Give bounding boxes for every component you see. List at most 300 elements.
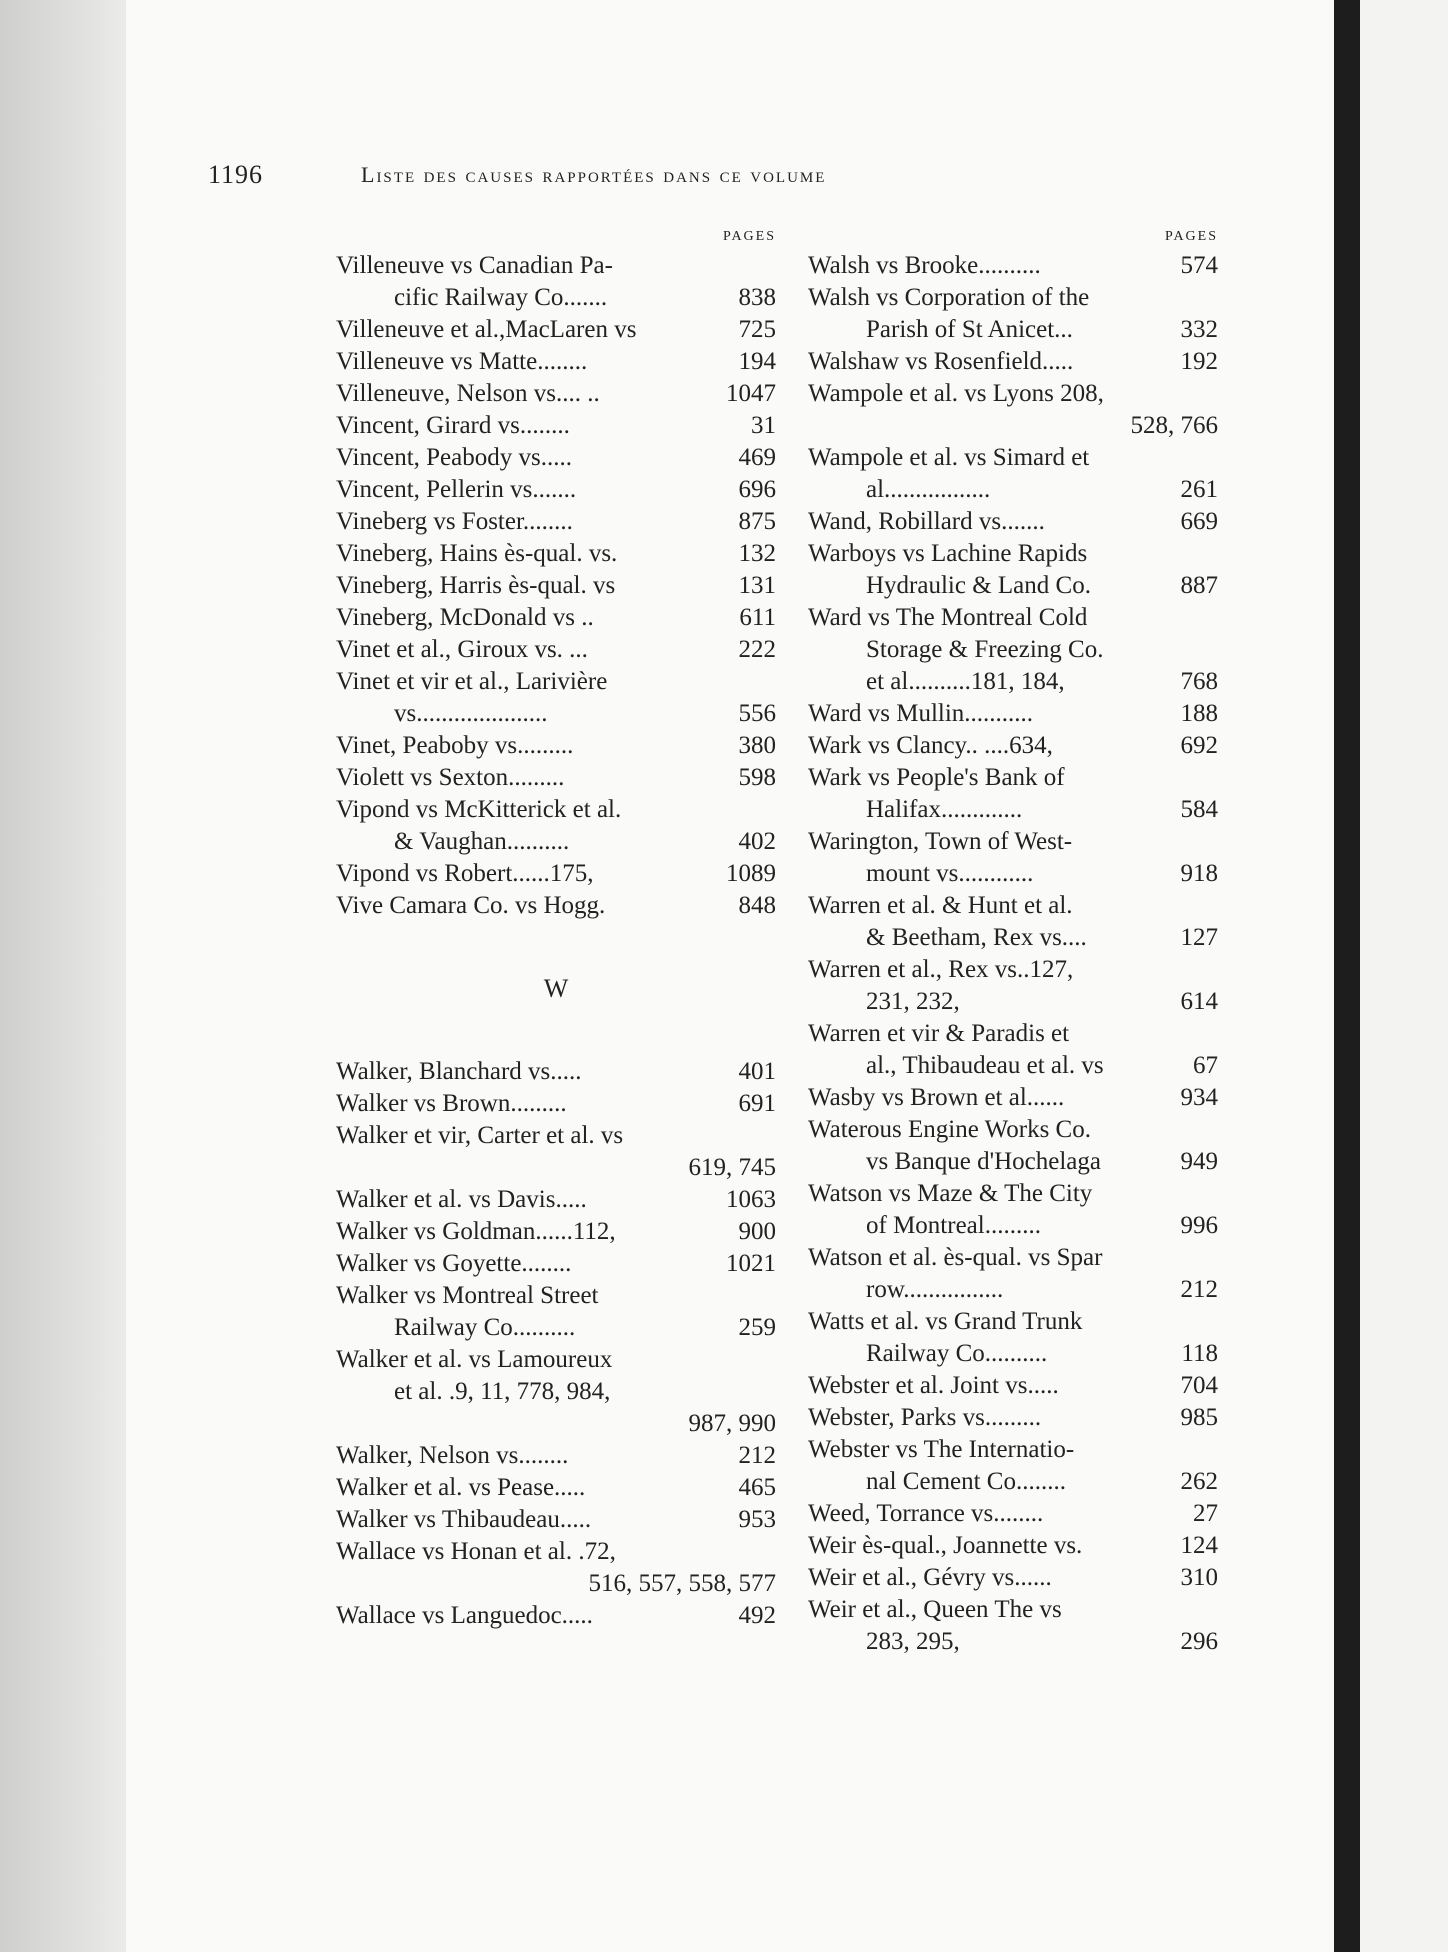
entry-line: [336, 890, 776, 922]
entry-continuation-line: [808, 1050, 1218, 1082]
index-entry: [336, 666, 776, 730]
entry-line: [336, 1216, 776, 1248]
entry-line: [808, 282, 1218, 314]
entry-line: [336, 730, 776, 762]
leader-space: [1091, 570, 1181, 602]
entry-text: Walker vs Goldman......112,: [336, 1218, 616, 1245]
entry-text: cific Railway Co.......: [394, 284, 608, 311]
entry-line: [336, 1248, 776, 1280]
index-entry: [336, 1184, 776, 1216]
index-entry: [808, 954, 1218, 1018]
entry-text: Vineberg, Harris ès-qual. vs: [336, 572, 616, 599]
index-entry: [808, 1114, 1218, 1178]
entry-text: et al. .9, 11, 778, 984,: [394, 1378, 611, 1405]
left-binding-gutter: [0, 0, 126, 1952]
entry-continuation-line: [808, 858, 1218, 890]
page-reference: 875: [738, 508, 776, 535]
entry-line: [336, 1056, 776, 1088]
entry-text: Webster et al. Joint vs.....: [808, 1372, 1059, 1399]
index-entry: [808, 1562, 1218, 1594]
entry-text: Vincent, Peabody vs.....: [336, 444, 572, 471]
page-reference: 380: [738, 732, 776, 759]
index-entry: [808, 730, 1218, 762]
entry-page-tail-line: [336, 1408, 776, 1440]
entry-text: Warington, Town of West-: [808, 828, 1073, 855]
index-entry: [808, 282, 1218, 346]
entry-line: [336, 794, 776, 826]
index-entry: [336, 378, 776, 410]
entry-text: Walker et al. vs Davis.....: [336, 1186, 587, 1213]
entry-line: [808, 1594, 1218, 1626]
entry-text: vs.....................: [394, 700, 548, 727]
entry-line: [336, 1472, 776, 1504]
entry-text: Walshaw vs Rosenfield.....: [808, 348, 1074, 375]
entry-text: Walker vs Goyette........: [336, 1250, 572, 1277]
entry-line: [808, 1082, 1218, 1114]
entry-text: Wark vs People's Bank of: [808, 764, 1065, 791]
index-entry: [808, 1498, 1218, 1530]
index-entry: [808, 698, 1218, 730]
page-reference: 131: [738, 572, 776, 599]
entry-text: Watson et al. ès-qual. vs Spar: [808, 1244, 1103, 1271]
entry-continuation-line: [808, 1146, 1218, 1178]
index-entry: [808, 250, 1218, 282]
page-reference: 953: [738, 1506, 776, 1533]
page-reference: 132: [738, 540, 776, 567]
index-entry: [336, 1120, 776, 1184]
entry-line: [808, 1434, 1218, 1466]
leader-space: [1045, 506, 1181, 538]
entry-line: [336, 666, 776, 698]
index-entry: [336, 890, 776, 922]
leader-space: [960, 1626, 1181, 1658]
entry-text: et al..........181, 184,: [866, 668, 1065, 695]
leader-space: [576, 474, 738, 506]
entry-continuation-line: [808, 1626, 1218, 1658]
page-reference: 310: [1180, 1564, 1218, 1591]
right-entries-w: [808, 250, 1218, 1658]
page-reference: 67: [1193, 1052, 1218, 1079]
page-reference: 296: [1180, 1628, 1218, 1655]
leader-space: [1082, 1530, 1180, 1562]
entry-line: [336, 1344, 776, 1376]
entry-text: Vinet et vir et al., Larivière: [336, 668, 608, 695]
index-entry: [336, 410, 776, 442]
entry-continuation-line: [808, 314, 1218, 346]
index-entry: [808, 762, 1218, 826]
index-entry: [808, 1018, 1218, 1082]
page-reference: 516, 557, 558, 577: [588, 1570, 776, 1597]
index-entry: [336, 1056, 776, 1088]
leader-space: [636, 314, 738, 346]
entry-line: [808, 1114, 1218, 1146]
entry-line: [808, 1178, 1218, 1210]
leader-space: [1053, 730, 1181, 762]
running-title: Liste des causes rapportées dans ce volume: [361, 162, 827, 187]
entry-line: [808, 762, 1218, 794]
entry-line: [336, 442, 776, 474]
entry-line: [336, 474, 776, 506]
index-entry: [336, 858, 776, 890]
leader-space: [571, 1248, 726, 1280]
page-reference: 692: [1180, 732, 1218, 759]
leader-space: [572, 442, 739, 474]
entry-line: [808, 1018, 1218, 1050]
page-reference: 401: [738, 1058, 776, 1085]
index-entry: [336, 1280, 776, 1344]
leader-space: [564, 762, 738, 794]
leader-space: [594, 858, 726, 890]
entry-continuation-line: [808, 666, 1218, 698]
entry-text: vs Banque d'Hochelaga: [866, 1148, 1101, 1175]
entry-line: [808, 602, 1218, 634]
entry-text: Vipond vs McKitterick et al.: [336, 796, 622, 823]
entry-continuation-line: [336, 282, 776, 314]
entry-text: Walker, Blanchard vs.....: [336, 1058, 582, 1085]
leader-space: [1087, 922, 1181, 954]
leader-space: [570, 410, 751, 442]
index-entry: [336, 538, 776, 570]
left-column: [336, 224, 776, 1632]
entry-line: [808, 506, 1218, 538]
entry-text: al., Thibaudeau et al. vs: [866, 1052, 1104, 1079]
entry-text: Webster vs The Internatio-: [808, 1436, 1075, 1463]
entry-text: Villeneuve vs Matte........: [336, 348, 588, 375]
entry-text: Ward vs The Montreal Cold: [808, 604, 1088, 631]
entry-line: [808, 1306, 1218, 1338]
entry-line: [336, 1184, 776, 1216]
page-reference: 1089: [726, 860, 776, 887]
leader-space: [594, 602, 740, 634]
page-reference: 900: [738, 1218, 776, 1245]
entry-text: Vincent, Girard vs........: [336, 412, 570, 439]
page-reference: 1047: [726, 380, 776, 407]
page-reference: 124: [1180, 1532, 1218, 1559]
leader-space: [1065, 666, 1181, 698]
entry-text: mount vs............: [866, 860, 1034, 887]
entry-line: [808, 1530, 1218, 1562]
page-reference: 528, 766: [1130, 412, 1218, 439]
leader-space: [587, 1184, 726, 1216]
left-entries-v: [336, 250, 776, 922]
leader-space: [593, 1600, 739, 1632]
entry-text: Villeneuve, Nelson vs.... ..: [336, 380, 600, 407]
entry-text: Violett vs Sexton.........: [336, 764, 565, 791]
entry-line: [808, 250, 1218, 282]
entry-line: [336, 1600, 776, 1632]
entry-text: Warren et al. & Hunt et al.: [808, 892, 1073, 919]
leader-space: [569, 826, 738, 858]
leader-space: [1101, 1146, 1181, 1178]
entry-text: Parish of St Anicet...: [866, 316, 1073, 343]
page-reference: 691: [738, 1090, 776, 1117]
leader-space: [567, 1088, 739, 1120]
entry-text: Wand, Robillard vs.......: [808, 508, 1045, 535]
leader-space: [585, 1472, 738, 1504]
page-reference: 118: [1181, 1340, 1218, 1367]
entry-text: Vinet, Peaboby vs.........: [336, 732, 574, 759]
entry-text: Walker vs Thibaudeau.....: [336, 1506, 592, 1533]
index-entry: [336, 346, 776, 378]
entry-text: row................: [866, 1276, 1004, 1303]
entry-text: Walker, Nelson vs........: [336, 1442, 569, 1469]
leader-space: [960, 986, 1181, 1018]
index-entry: [808, 346, 1218, 378]
entry-text: 283, 295,: [866, 1628, 960, 1655]
entry-continuation-line: [808, 794, 1218, 826]
index-entry: [808, 1178, 1218, 1242]
page-reference: 598: [738, 764, 776, 791]
entry-text: Wallace vs Languedoc.....: [336, 1602, 593, 1629]
left-entries-w: [336, 1056, 776, 1632]
leader-space: [568, 1440, 738, 1472]
entry-line: [808, 1562, 1218, 1594]
entry-text: Wark vs Clancy.. ....634,: [808, 732, 1053, 759]
index-entry: [808, 538, 1218, 602]
section-letter-w: W: [543, 974, 569, 1003]
entry-line: [808, 1370, 1218, 1402]
entry-line: [336, 1440, 776, 1472]
entry-text: Villeneuve vs Canadian Pa-: [336, 252, 613, 279]
leader-space: [1064, 1082, 1180, 1114]
entry-line: [336, 378, 776, 410]
leader-space: [1033, 698, 1180, 730]
page-reference: 619, 745: [688, 1154, 776, 1181]
entry-line: [808, 730, 1218, 762]
leader-space: [591, 1504, 738, 1536]
entry-text: Vincent, Pellerin vs.......: [336, 476, 577, 503]
leader-space: [605, 890, 738, 922]
entry-text: Walker et al. vs Pease.....: [336, 1474, 586, 1501]
leader-space: [1003, 1274, 1180, 1306]
index-entry: [808, 442, 1218, 506]
index-entry: [336, 1216, 776, 1248]
entry-continuation-line: [336, 1376, 776, 1408]
leader-space: [587, 346, 738, 378]
entry-line: [808, 1242, 1218, 1274]
index-entry: [336, 794, 776, 858]
entry-continuation-line: [808, 1338, 1218, 1370]
index-entry: [336, 442, 776, 474]
index-entry: [808, 1082, 1218, 1114]
page-reference: 918: [1180, 860, 1218, 887]
page-reference: 27: [1193, 1500, 1218, 1527]
entry-text: Webster, Parks vs.........: [808, 1404, 1042, 1431]
right-margin: [1360, 0, 1448, 1952]
entry-continuation-line: [808, 1210, 1218, 1242]
leader-space: [1041, 250, 1181, 282]
entry-line: [336, 762, 776, 794]
page-number: 1196: [208, 160, 264, 189]
entry-page-tail-line: [336, 1152, 776, 1184]
entry-text: & Vaughan..........: [394, 828, 570, 855]
page-reference: 614: [1180, 988, 1218, 1015]
leader-space: [588, 634, 739, 666]
entry-line: [808, 442, 1218, 474]
entry-line: [808, 954, 1218, 986]
page-reference: 574: [1180, 252, 1218, 279]
index-entry: [336, 1472, 776, 1504]
index-entry: [336, 1504, 776, 1536]
entry-text: Wampole et al. vs Lyons 208,: [808, 380, 1104, 407]
page-reference: 934: [1180, 1084, 1218, 1111]
entry-line: [808, 378, 1218, 410]
leader-space: [600, 378, 726, 410]
entry-text: Weir ès-qual., Joannette vs.: [808, 1532, 1083, 1559]
page-reference: 838: [738, 284, 776, 311]
right-column: [808, 224, 1218, 1658]
entry-text: Watson vs Maze & The City: [808, 1180, 1093, 1207]
entry-text: Walker vs Montreal Street: [336, 1282, 599, 1309]
entry-text: Walker vs Brown.........: [336, 1090, 567, 1117]
index-entry: [336, 602, 776, 634]
entry-text: Warboys vs Lachine Rapids: [808, 540, 1088, 567]
page-reference: 949: [1180, 1148, 1218, 1175]
entry-line: [808, 826, 1218, 858]
entry-text: Watts et al. vs Grand Trunk: [808, 1308, 1083, 1335]
entry-text: nal Cement Co........: [866, 1468, 1066, 1495]
entry-line: [336, 858, 776, 890]
page-reference: 332: [1180, 316, 1218, 343]
entry-line: [336, 634, 776, 666]
entry-text: Weir et al., Gévry vs......: [808, 1564, 1052, 1591]
leader-space: [582, 1056, 739, 1088]
entry-line: [336, 1120, 776, 1152]
leader-space: [573, 730, 738, 762]
page-reference: 188: [1180, 700, 1218, 727]
page-reference: 194: [738, 348, 776, 375]
page-reference: 262: [1180, 1468, 1218, 1495]
entry-line: [808, 1402, 1218, 1434]
page-reference: 669: [1180, 508, 1218, 535]
entry-text: Vineberg, Hains ès-qual. vs.: [336, 540, 618, 567]
entry-line: [808, 1498, 1218, 1530]
entry-continuation-line: [808, 570, 1218, 602]
index-entry: [336, 506, 776, 538]
entry-text: Walker et al. vs Lamoureux: [336, 1346, 613, 1373]
index-entry: [808, 826, 1218, 890]
right-pages-label: PAGES: [1164, 229, 1218, 244]
index-entry: [808, 1370, 1218, 1402]
index-entry: [808, 1594, 1218, 1658]
index-entry: [808, 1306, 1218, 1370]
page-reference: 402: [738, 828, 776, 855]
page-reference: 192: [1180, 348, 1218, 375]
entry-text: Weed, Torrance vs........: [808, 1500, 1044, 1527]
index-entry: [336, 570, 776, 602]
entry-text: Railway Co..........: [866, 1340, 1048, 1367]
entry-text: Railway Co..........: [394, 1314, 576, 1341]
entry-line: [336, 1504, 776, 1536]
entry-text: Vive Camara Co. vs Hogg.: [336, 892, 606, 919]
leader-space: [617, 538, 738, 570]
leader-space: [1066, 1466, 1181, 1498]
running-header: [208, 160, 1098, 190]
entry-line: [336, 250, 776, 282]
entry-text: Warren et vir & Paradis et: [808, 1020, 1070, 1047]
entry-page-tail-line: [336, 1568, 776, 1600]
page-reference: 848: [738, 892, 776, 919]
page-reference: 768: [1180, 668, 1218, 695]
entry-continuation-line: [336, 698, 776, 730]
index-entry: [336, 1344, 776, 1440]
leader-space: [616, 1216, 739, 1248]
index-entry: [808, 378, 1218, 442]
left-pages-label: PAGES: [722, 229, 776, 244]
index-entry: [336, 1248, 776, 1280]
index-entry: [336, 314, 776, 346]
index-entry: [808, 506, 1218, 538]
page-reference: 1021: [726, 1250, 776, 1277]
index-entry: [336, 634, 776, 666]
entry-text: Walsh vs Corporation of the: [808, 284, 1090, 311]
leader-space: [547, 698, 738, 730]
entry-line: [336, 1280, 776, 1312]
entry-text: of Montreal.........: [866, 1212, 1041, 1239]
index-entry: [808, 1402, 1218, 1434]
index-entry: [336, 250, 776, 314]
index-entry: [808, 1242, 1218, 1306]
page-reference: 222: [738, 636, 776, 663]
page-reference: 887: [1180, 572, 1218, 599]
entry-text: Villeneuve et al.,MacLaren vs: [336, 316, 637, 343]
entry-line: [336, 538, 776, 570]
entry-line: [336, 1536, 776, 1568]
entry-line: [808, 698, 1218, 730]
page-reference: 212: [1180, 1276, 1218, 1303]
entry-text: Vipond vs Robert......175,: [336, 860, 594, 887]
leader-space: [1073, 346, 1180, 378]
entry-continuation-line: [336, 1312, 776, 1344]
page-reference: 212: [738, 1442, 776, 1469]
entry-line: [336, 1088, 776, 1120]
page-reference: 611: [739, 604, 776, 631]
entry-continuation-line: [808, 1466, 1218, 1498]
entry-line: [336, 410, 776, 442]
leader-space: [1043, 1498, 1193, 1530]
page-reference: 127: [1180, 924, 1218, 951]
entry-text: Hydraulic & Land Co.: [866, 572, 1091, 599]
entry-text: Wampole et al. vs Simard et: [808, 444, 1090, 471]
entry-line: [336, 314, 776, 346]
leader-space: [1033, 858, 1180, 890]
entry-text: Walsh vs Brooke..........: [808, 252, 1041, 279]
leader-space: [1073, 314, 1181, 346]
page-reference: 696: [738, 476, 776, 503]
index-entry: [336, 1440, 776, 1472]
leader-space: [1047, 1338, 1181, 1370]
entry-line: [336, 346, 776, 378]
page-reference: 996: [1180, 1212, 1218, 1239]
entry-text: Wallace vs Honan et al. .72,: [336, 1538, 616, 1565]
entry-line: [336, 602, 776, 634]
entry-line: [808, 890, 1218, 922]
page-reference: 584: [1180, 796, 1218, 823]
index-entry: [336, 474, 776, 506]
entry-line: [336, 506, 776, 538]
page-reference: 259: [738, 1314, 776, 1341]
index-entry: [808, 602, 1218, 698]
leader-space: [615, 570, 738, 602]
entry-continuation-line: [336, 826, 776, 858]
page-reference: 987, 990: [688, 1410, 776, 1437]
right-page-edge-shadow: [1334, 0, 1360, 1952]
entry-text: Storage & Freezing Co.: [866, 636, 1104, 663]
page-reference: 556: [738, 700, 776, 727]
leader-space: [1041, 1402, 1180, 1434]
entry-continuation-line: [808, 986, 1218, 1018]
entry-text: Vineberg, McDonald vs ..: [336, 604, 594, 631]
